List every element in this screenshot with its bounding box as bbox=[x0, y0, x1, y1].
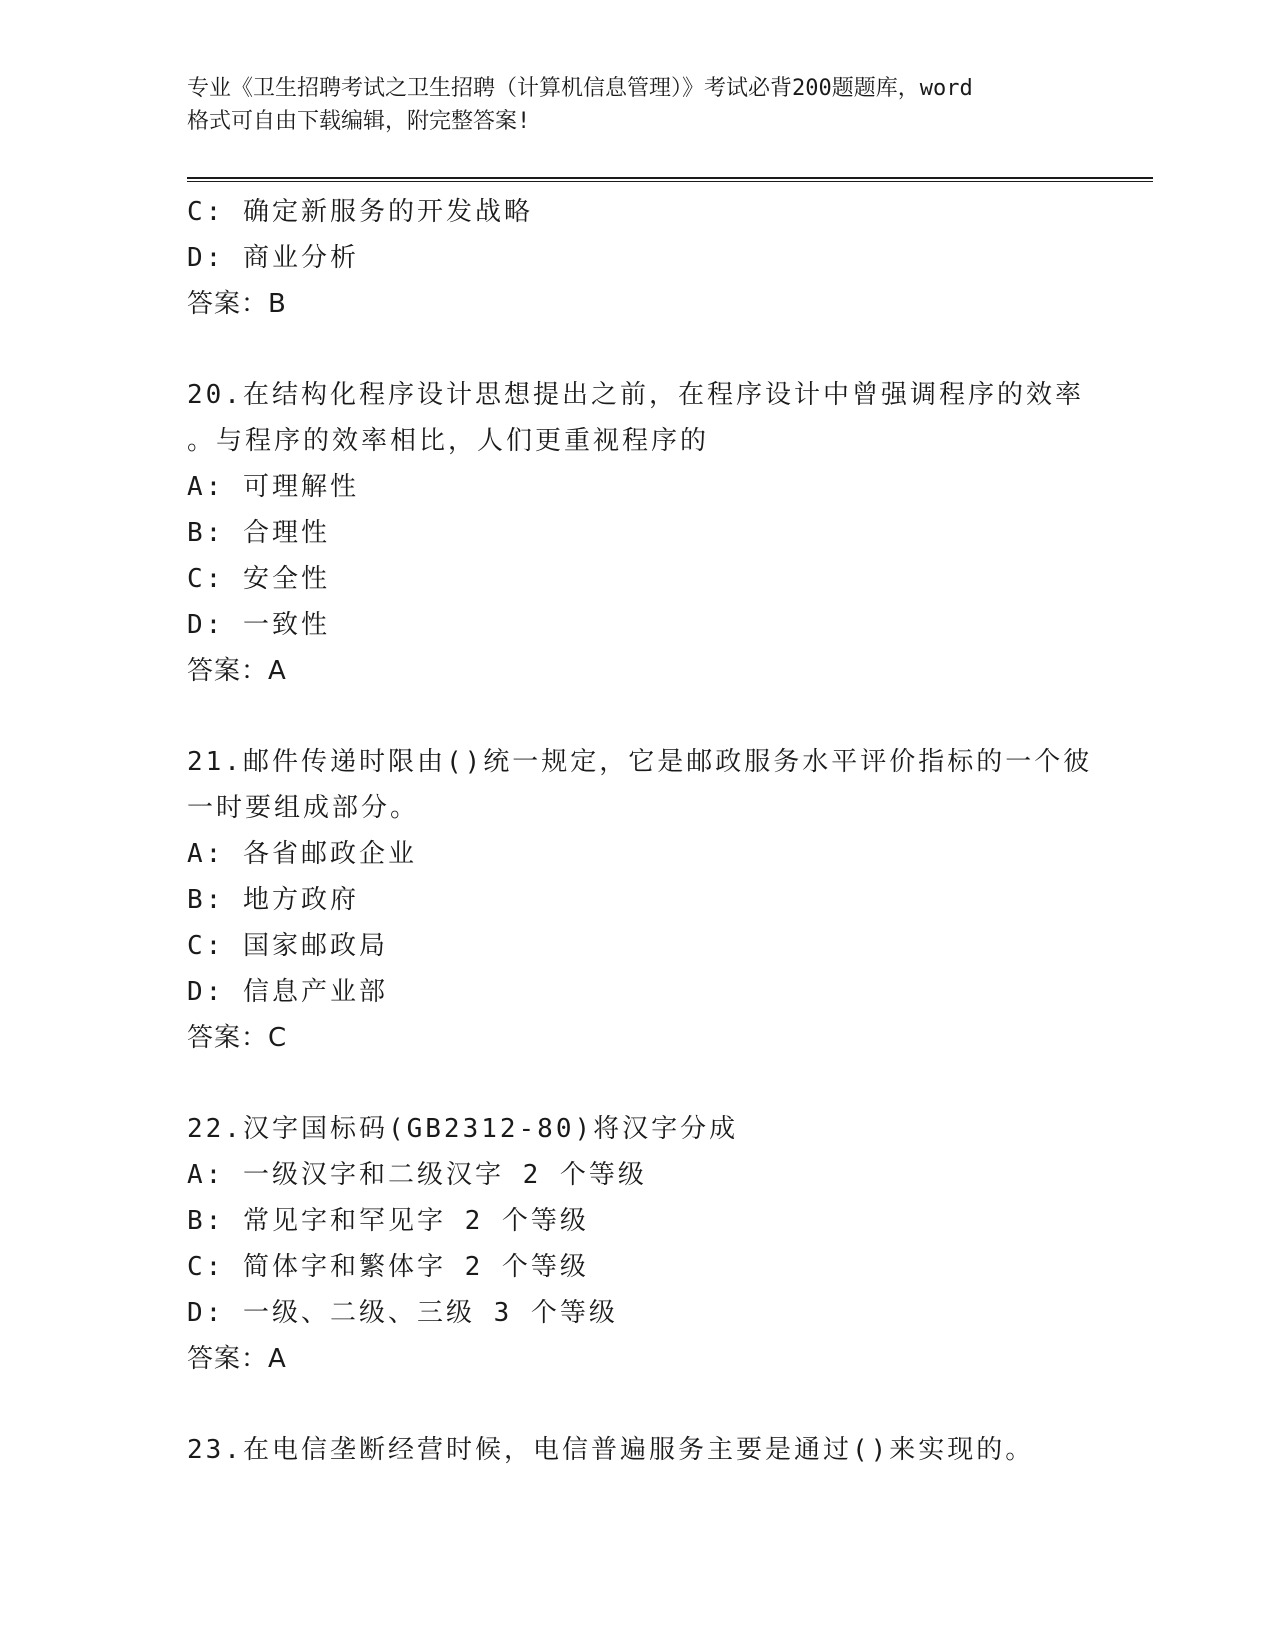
question-spacer bbox=[187, 327, 1107, 372]
option-c: C: 国家邮政局 bbox=[187, 931, 388, 961]
option-c: C: 确定新服务的开发战略 bbox=[187, 197, 533, 227]
answer-label: 答案：B bbox=[187, 289, 287, 319]
answer-label: 答案：A bbox=[187, 656, 287, 686]
question-spacer bbox=[187, 1382, 1107, 1427]
option-d: D: 一级、二级、三级 3 个等级 bbox=[187, 1298, 618, 1328]
question-stem: 21.邮件传递时限由()统一规定，它是邮政服务水平评价指标的一个彼 bbox=[187, 747, 1093, 777]
option-c: C: 安全性 bbox=[187, 564, 330, 594]
header-divider bbox=[187, 177, 1153, 182]
option-a: A: 一级汉字和二级汉字 2 个等级 bbox=[187, 1160, 647, 1190]
question-22 bbox=[187, 1106, 1107, 1382]
option-a: A: 各省邮政企业 bbox=[187, 839, 417, 869]
question-23 bbox=[187, 1427, 1107, 1473]
header-title-line-2: 格式可自由下载编辑，附完整答案! bbox=[187, 109, 531, 134]
question-spacer bbox=[187, 694, 1107, 739]
document-header bbox=[187, 72, 1087, 138]
header-title-line-1: 专业《卫生招聘考试之卫生招聘（计算机信息管理）》考试必背200题题库，word bbox=[187, 76, 973, 101]
option-d: D: 商业分析 bbox=[187, 243, 359, 273]
option-b: B: 合理性 bbox=[187, 518, 330, 548]
option-d: D: 信息产业部 bbox=[187, 977, 388, 1007]
answer-label: 答案：A bbox=[187, 1344, 287, 1374]
answer-label: 答案：C bbox=[187, 1023, 288, 1053]
option-d: D: 一致性 bbox=[187, 610, 330, 640]
option-b: B: 地方政府 bbox=[187, 885, 359, 915]
question-stem: 20.在结构化程序设计思想提出之前，在程序设计中曾强调程序的效率 bbox=[187, 380, 1084, 410]
question-spacer bbox=[187, 1061, 1107, 1106]
question-21 bbox=[187, 739, 1107, 1061]
option-c: C: 简体字和繁体字 2 个等级 bbox=[187, 1252, 589, 1282]
option-a: A: 可理解性 bbox=[187, 472, 359, 502]
question-stem: 23.在电信垄断经营时候，电信普遍服务主要是通过()来实现的。 bbox=[187, 1435, 1035, 1465]
question-stem-continued: 。与程序的效率相比，人们更重视程序的 bbox=[187, 426, 710, 456]
option-b: B: 常见字和罕见字 2 个等级 bbox=[187, 1206, 589, 1236]
question-stem: 22.汉字国标码(GB2312-80)将汉字分成 bbox=[187, 1114, 739, 1144]
question-20 bbox=[187, 372, 1107, 694]
question-stem-continued: 一时要组成部分。 bbox=[187, 793, 420, 823]
question-list bbox=[187, 189, 1107, 1473]
question-19 bbox=[187, 189, 1107, 327]
